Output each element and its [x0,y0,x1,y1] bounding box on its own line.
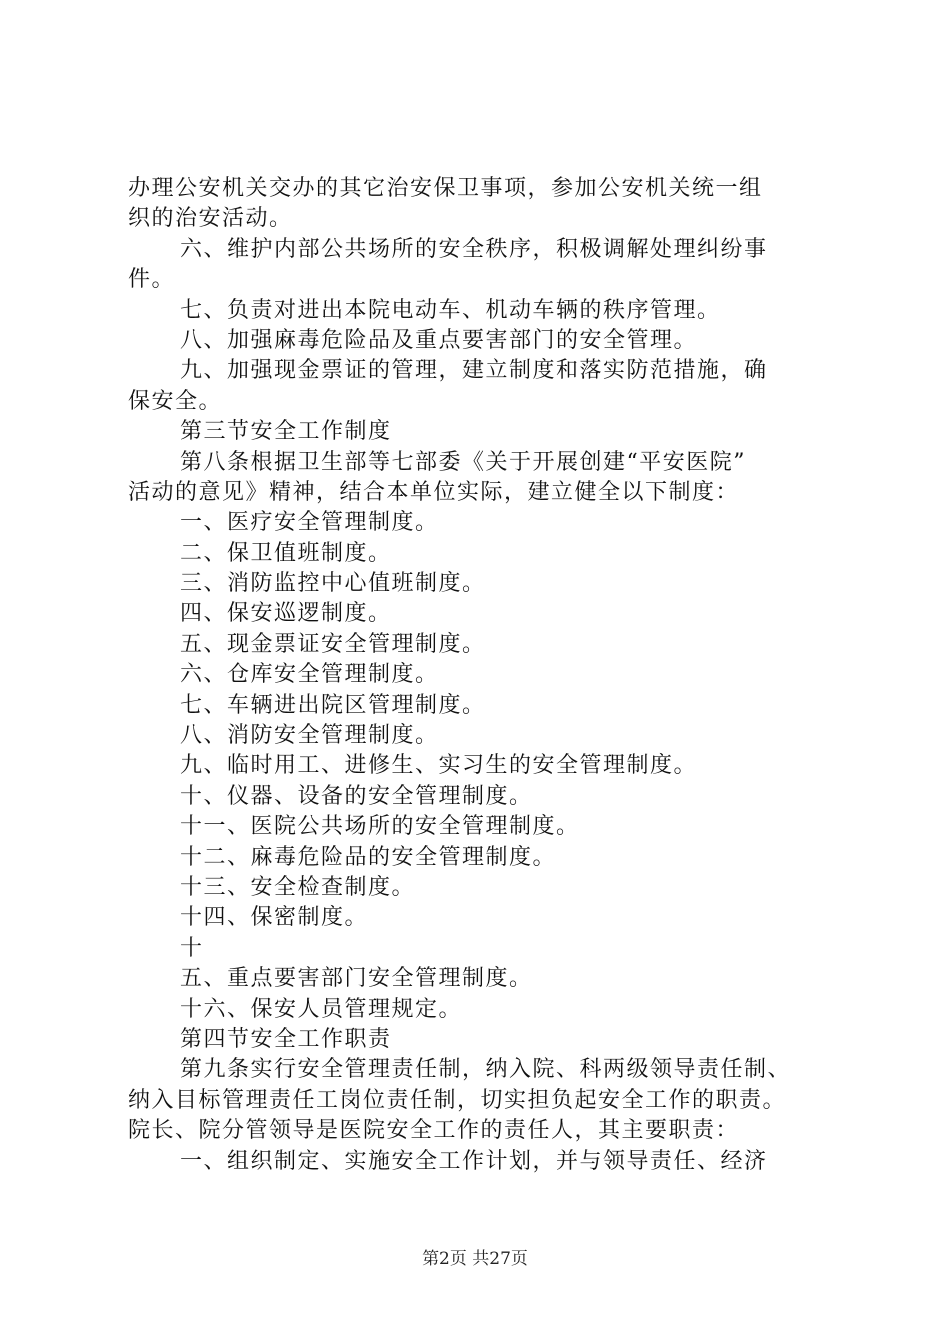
text-line: 八、加强麻毒危险品及重点要害部门的安全管理。 [180,327,698,353]
list-item: 四、保安巡逻制度。 [180,601,392,627]
list-item: 二、保卫值班制度。 [180,540,392,566]
document-body [128,174,848,1177]
list-item: 七、车辆进出院区管理制度。 [180,692,486,718]
list-item: 十一、医院公共场所的安全管理制度。 [180,814,580,840]
list-item: 五、现金票证安全管理制度。 [180,631,486,657]
text-line: 件。 [128,267,176,293]
section-heading: 第四节安全工作职责 [180,1026,392,1052]
text-line: 第九条实行安全管理责任制，纳入院、科两级领导责任制、 [180,1057,792,1083]
page-number: 第2页 共27页 [422,1249,528,1269]
list-item: 九、临时用工、进修生、实习生的安全管理制度。 [180,753,698,779]
text-line: 一、组织制定、实施安全工作计划，并与领导责任、经济 [180,1148,768,1174]
text-line: 保安全。 [128,388,223,414]
text-line: 活动的意见》精神，结合本单位实际，建立健全以下制度： [128,479,740,505]
list-item: 十二、麻毒危险品的安全管理制度。 [180,844,557,870]
text-line: 七、负责对进出本院电动车、机动车辆的秩序管理。 [180,297,721,323]
list-item: 十四、保密制度。 [180,905,369,931]
list-item: 十、仪器、设备的安全管理制度。 [180,783,533,809]
text-line: 办理公安机关交办的其它治安保卫事项，参加公安机关统一组 [128,176,763,201]
list-item: 十 [180,935,204,961]
list-item: 八、消防安全管理制度。 [180,723,439,749]
text-line: 纳入目标管理责任工岗位责任制，切实担负起安全工作的职责。 [128,1087,787,1113]
list-item: 一、医疗安全管理制度。 [180,510,439,536]
list-item: 三、消防监控中心值班制度。 [180,571,486,597]
list-item: 十三、安全检查制度。 [180,874,416,900]
text-line: 第八条根据卫生部等七部委《关于开展创建“平安医院” [180,449,746,475]
list-item: 五、重点要害部门安全管理制度。 [180,966,533,992]
text-line: 九、加强现金票证的管理，建立制度和落实防范措施，确 [180,358,768,384]
list-item: 十六、保安人员管理规定。 [180,996,463,1022]
text-line: 六、维护内部公共场所的安全秩序，积极调解处理纠纷事 [180,236,768,262]
text-line: 织的治安活动。 [128,206,293,232]
list-item: 六、仓库安全管理制度。 [180,662,439,688]
text-line: 院长、院分管领导是医院安全工作的责任人，其主要职责： [128,1118,740,1144]
section-heading: 第三节安全工作制度 [180,419,392,445]
